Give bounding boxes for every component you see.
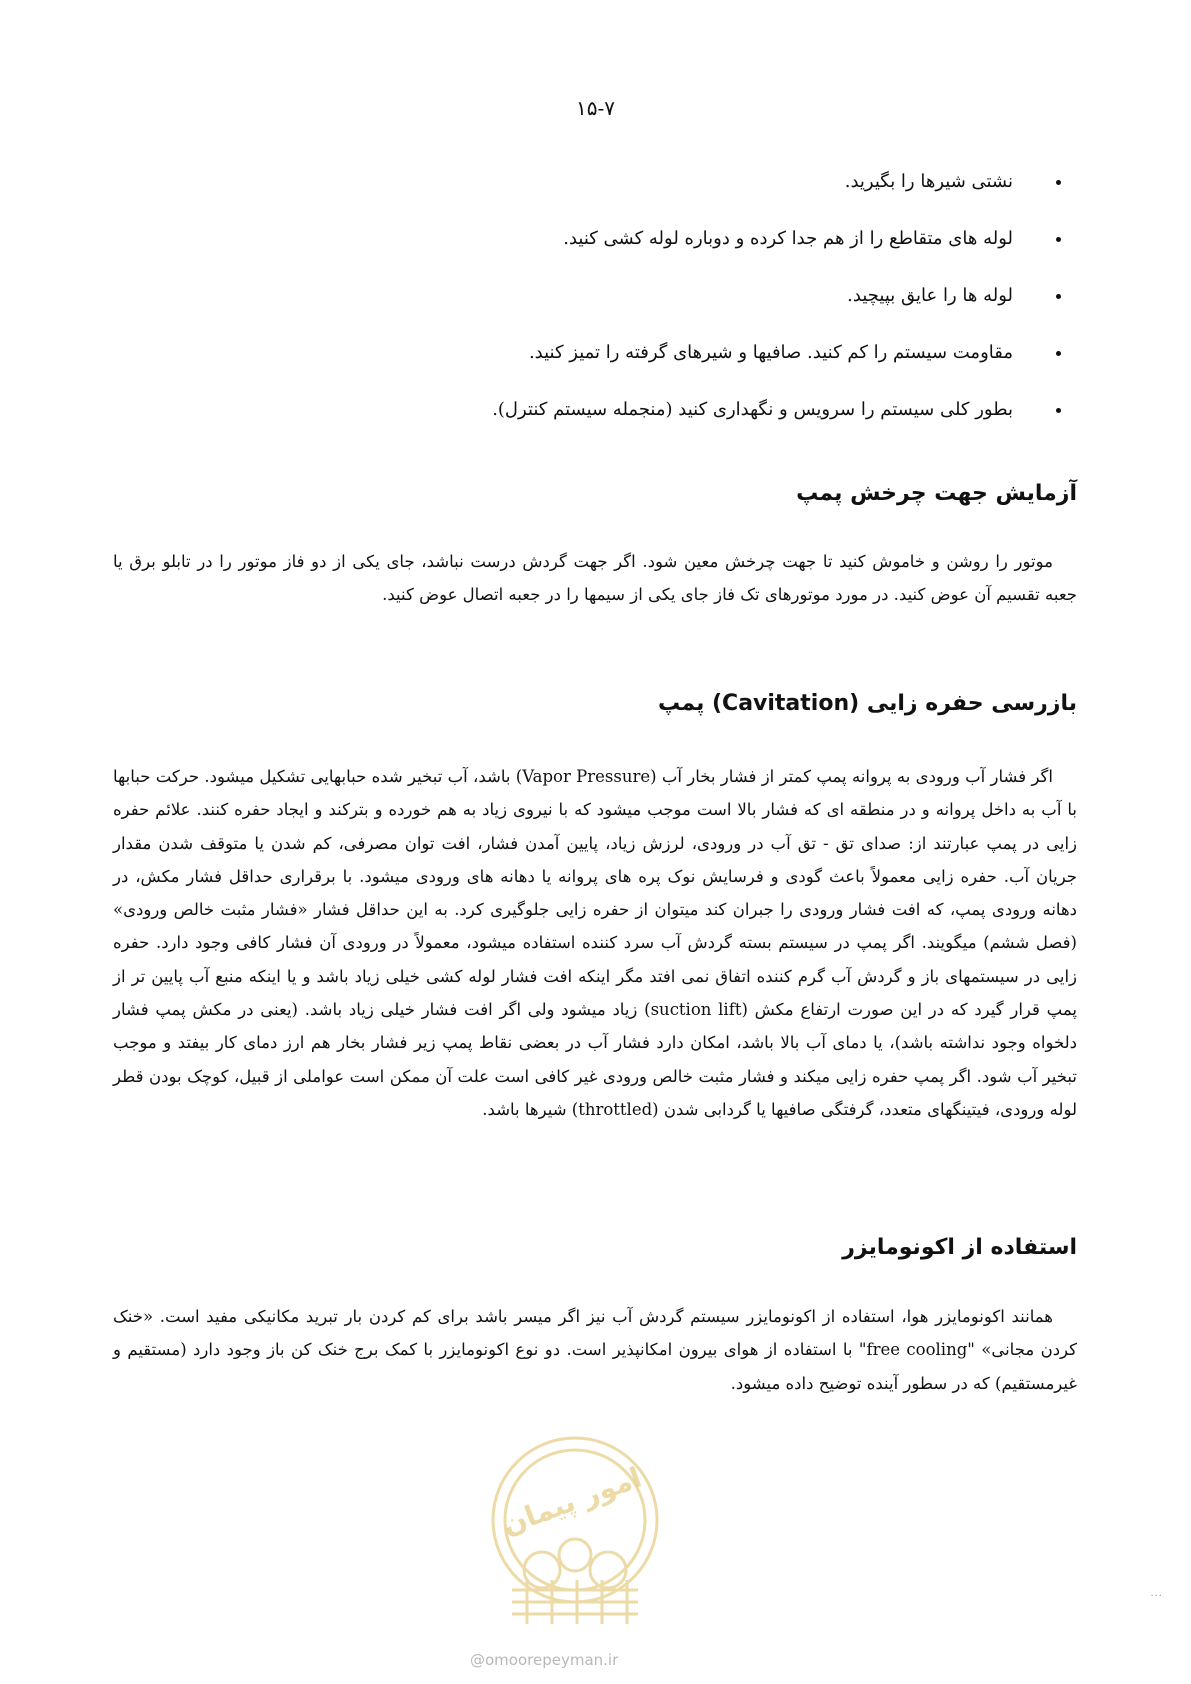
page-number: ۱۵-۷: [576, 96, 615, 120]
bullet-text: نشتی شیرها را بگیرید.: [844, 171, 1013, 192]
bullet-item: [361, 396, 1061, 453]
section-heading-rotation-test: آزمایش جهت چرخش پمپ: [796, 481, 1077, 506]
section-paragraph-economizer: همانند اکونومایزر هوا، استفاده از اکونومایزر سیستم گردش آب نیز اگر میسر باشد برای کم کردن بار تبرید مکانیکی مفید است. «خنک کردن مجانی» "free cooling" با استفاده از هوای بیرون امکانپذیر است. دو نوع اکونومایزر با کمک برج خنک کن باز وجود دارد (مستقیم و غیرمستقیم) که در سطور آینده توضیح داده میشود.: [113, 1307, 1077, 1393]
bullet-dot-icon: [1056, 237, 1061, 242]
bullet-dot-icon: [1056, 180, 1061, 185]
section-paragraph-cavitation: اگر فشار آب ورودی به پروانه پمپ کمتر از فشار بخار آب (Vapor Pressure) باشد، آب تبخیر شده حبابهایی تشکیل میشود. حرکت حبابها با آب به داخل پروانه و در منطقه ای که فشار بالا است موجب میشود که با نیروی زیاد به هم خورده و بترکند و ایجاد حفره کنند. علائم حفره زایی در پمپ عبارتند از: صدای تق - تق آب در ورودی، لرزش زیاد، پایین آمدن فشار، افت توان مصرفی، کم شدن یا متوقف شدن مقدار جریان آب. حفره زایی معمولاً باعث گودی و فرسایش نوک پره های پروانه یا دهانه های ورودی میشود. با برقراری حداقل فشار مکش، در دهانه ورودی پمپ، که افت فشار ورودی را جبران کند میتوان از حفره زایی جلوگیری کرد. به این حداقل فشار «فشار مثبت خالص ورودی» (فصل ششم) میگویند. اگر پمپ در سیستم بسته گردش آب سرد کننده استفاده میشود، معمولاً در ورودی آن فشار کافی وجود دارد. حفره زایی در سیستمهای باز و گردش آب گرم کننده اتفاق نمی افتد مگر اینکه افت فشار لوله کشی خیلی زیاد باشد و یا اینکه منبع آب پایین تر از پمپ قرار گیرد که در این صورت ارتفاع مکش (suction lift) زیاد میشود ولی اگر افت فشار خیلی زیاد باشد. (یعنی در مکش پمپ فشار دلخواه وجود نداشته باشد)، یا دمای آب بالا باشد، امکان دارد فشار آب در بعضی نقاط پمپ زیر فشار بخار هم ارز دمای کار بیفتد و موجب تبخیر آب شود. اگر پمپ حفره زایی میکند و فشار مثبت خالص ورودی غیر کافی است علت آن ممکن است عواملی از قبیل، کوچک بودن قطر لوله ورودی، فیتینگهای متعدد، گرفتگی صافیها یا گردابی شدن (throttled) شیرها باشد.: [113, 767, 1078, 1119]
bullet-dot-icon: [1056, 351, 1061, 356]
bullet-item: [361, 339, 1061, 396]
watermark-logo-text: امور پیمان: [497, 1460, 646, 1542]
bullet-list: [361, 168, 1061, 453]
bullet-dot-icon: [1056, 294, 1061, 299]
section-paragraph-rotation-test: موتور را روشن و خاموش کنید تا جهت چرخش معین شود. اگر جهت گردش درست نباشد، جای یکی از دو فاز موتور را در تابلو برق یا جعبه تقسیم آن عوض کنید. در مورد موتورهای تک فاز جای یکی از سیمها را در جعبه اتصال عوض کنید.: [113, 552, 1077, 605]
section-heading-cavitation: بازرسی حفره زایی (Cavitation) پمپ: [658, 691, 1077, 716]
section-heading-economizer: استفاده از اکونومایزر: [842, 1235, 1077, 1260]
scan-mark: ...: [1150, 1588, 1163, 1599]
bullet-item: [361, 168, 1061, 225]
site-credit: @omoorepeyman.ir: [470, 1651, 619, 1669]
bullet-text: بطور کلی سیستم را سرویس و نگهداری کنید (منجمله سیستم کنترل).: [492, 399, 1013, 420]
bullet-text: لوله های متقاطع را از هم جدا کرده و دوباره لوله کشی کنید.: [563, 228, 1013, 249]
bullet-dot-icon: [1056, 408, 1061, 413]
bullet-item: [361, 225, 1061, 282]
watermark-logo: [482, 1430, 668, 1626]
bullet-text: لوله ها را عایق بپیچید.: [847, 285, 1013, 306]
bullet-item: [361, 282, 1061, 339]
bullet-text: مقاومت سیستم را کم کنید. صافیها و شیرهای گرفته را تمیز کنید.: [528, 342, 1013, 363]
